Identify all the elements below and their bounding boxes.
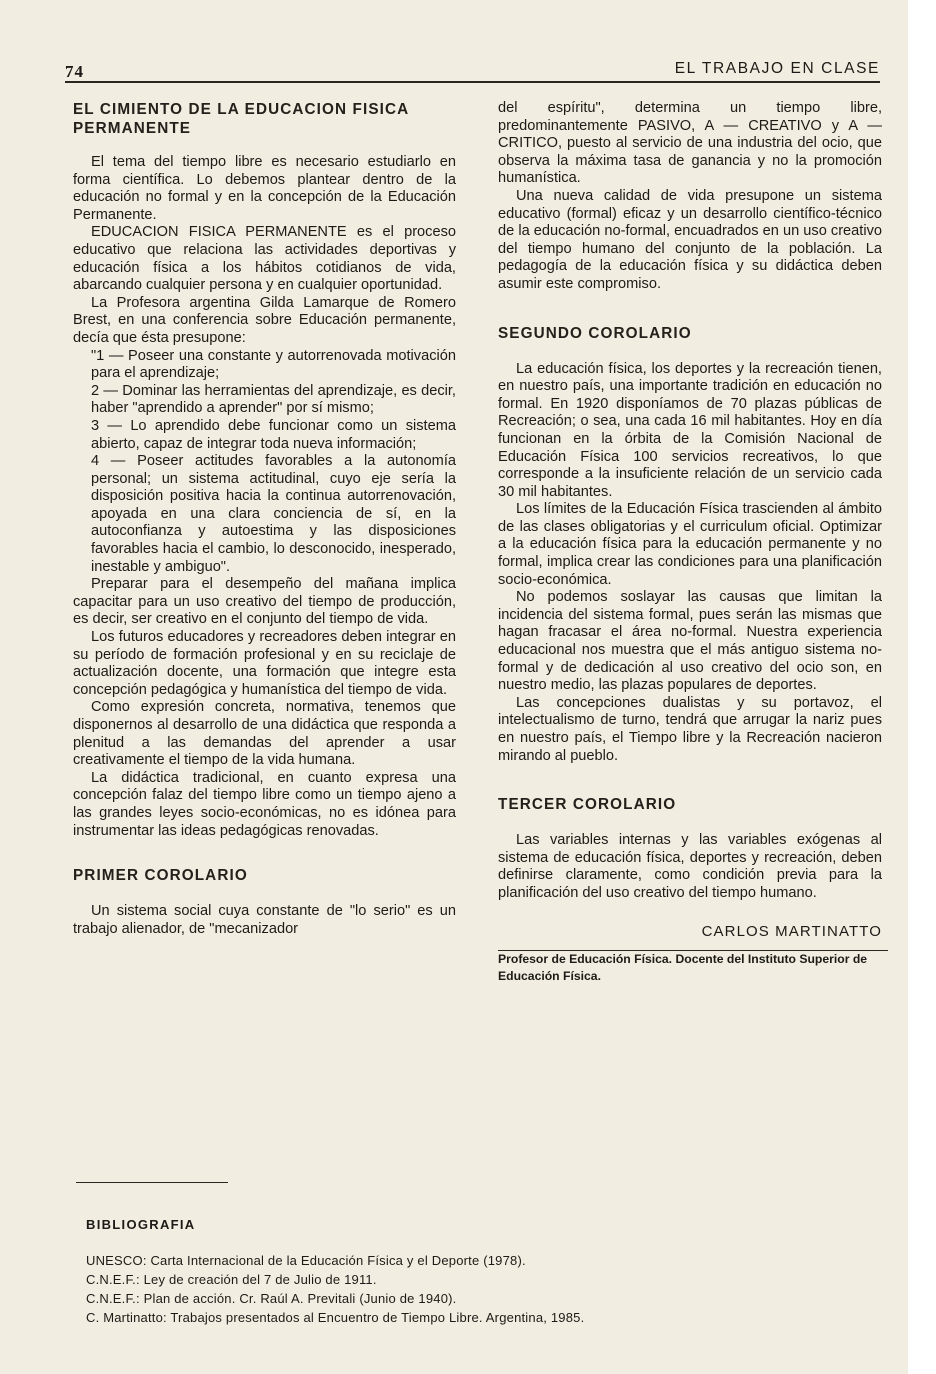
footnote-rule bbox=[76, 1182, 228, 1183]
list-item: 4 — Poseer actitudes favorables a la autonomía personal; un sistema actitudinal, cuyo eje sería la disposición positiva hacia la continua autorrenovación, apoyada en una clara conciencia de sí, en la autoconfianza y autoestima y las disposiciones favorables hacia el cambio, lo desconocido, inesperado, inestable y ambiguo". bbox=[91, 453, 456, 575]
page-number: 74 bbox=[65, 62, 84, 81]
page-header bbox=[65, 60, 880, 82]
list-item: "1 — Poseer una constante y autorrenovada motivación para el aprendizaje; bbox=[91, 347, 456, 382]
paragraph: El tema del tiempo libre es necesario estudiarlo en forma científica. Lo debemos plantear dentro de la educación no formal y en la concepción de la Educación Permanente. bbox=[73, 154, 456, 223]
running-title: EL TRABAJO EN CLASE bbox=[674, 60, 880, 77]
bibliography-list bbox=[86, 1251, 584, 1327]
bibliography-item: C.N.E.F.: Plan de acción. Cr. Raúl A. Previtali (Junio de 1940). bbox=[86, 1291, 457, 1306]
section-heading-tercer-corolario: TERCER COROLARIO bbox=[498, 796, 677, 814]
bibliography-item: C.N.E.F.: Ley de creación del 7 de Julio de 1911. bbox=[86, 1272, 377, 1287]
list-item: 3 — Lo aprendido debe funcionar como un sistema abierto, capaz de integrar toda nueva información; bbox=[91, 417, 456, 452]
paragraph: La didáctica tradicional, en cuanto expresa una concepción falaz del tiempo libre como un tiempo ajeno a las grandes leyes socio-económicas, no es idónea para instrumentar las ideas pedagógicas renovadas. bbox=[73, 769, 456, 839]
paragraph: Una nueva calidad de vida presupone un sistema educativo (formal) eficaz y un desarrollo científico-técnico de la educación no-formal, encuadrados en un uso creativo del tiempo humano del conjunto de la población. La pedagogía de la educación física y su didáctica deben asumir este compromiso. bbox=[498, 187, 882, 292]
paragraph: No podemos soslayar las causas que limitan la incidencia del sistema formal, pues serán las mismas que hagan fracasar el área no-formal. Nuestra experiencia educacional nos muestra que el más antiguo sistema no-formal y de dedicación al uso creativo del ocio son, en nuestro medio, las plazas populares de deportes. bbox=[498, 589, 882, 694]
right-column bbox=[498, 100, 882, 985]
paragraph: La Profesora argentina Gilda Lamarque de Romero Brest, en una conferencia sobre Educación permanente, decía que ésta presupone: bbox=[73, 294, 456, 346]
paragraph: Preparar para el desempeño del mañana implica capacitar para un uso creativo del tiempo de producción, es decir, ser creativo en el conjunto del tiempo de vida. bbox=[73, 576, 456, 628]
paragraph: Un sistema social cuya constante de "lo serio" es un trabajo alienador, de "mecanizador bbox=[73, 903, 456, 937]
author-note: Profesor de Educación Física. Docente del Instituto Superior de Educación Física. bbox=[498, 952, 868, 984]
author-name: CARLOS MARTINATTO bbox=[701, 922, 882, 940]
paragraph: Las concepciones dualistas y su portavoz, el intelectualismo de turno, tendrá que arrugar la nariz pues en nuestro país, el Tiempo libre y la Recreación nacieron mirando al pueblo. bbox=[498, 694, 882, 764]
paragraph: del espíritu", determina un tiempo libre, predominantemente PASIVO, A — CREATIVO y A — CRITICO, puesto al servicio de una industria del ocio, que observa la máxima tasa de ganancia y no la promoción humanística. bbox=[498, 100, 882, 187]
bibliography-item: C. Martinatto: Trabajos presentados al Encuentro de Tiempo Libre. Argentina, 1985. bbox=[86, 1310, 585, 1325]
page-edge bbox=[908, 0, 936, 1374]
section-heading-segundo-corolario: SEGUNDO COROLARIO bbox=[498, 324, 692, 342]
section-heading-primer-corolario: PRIMER COROLARIO bbox=[73, 867, 248, 885]
paragraph: La educación física, los deportes y la recreación tienen, en nuestro país, una importante tradición en educación no formal. En 1920 disponíamos de 70 plazas públicas de Recreación; o sea, una cada 16 mil habitantes. Hoy en día funcionan en la órbita de la Comisión Nacional de Educación Física 100 servicios recreativos, lo que corresponde a la insuficiente relación de un servicio cada 30 mil habitantes. bbox=[498, 360, 882, 500]
left-column bbox=[73, 100, 456, 938]
header-rule bbox=[65, 81, 880, 83]
paragraph: Los futuros educadores y recreadores deben integrar en su período de formación profesional y en su reciclaje de actualización docente, una formación que integre esta concepción pedagógica y humanística del tiempo de vida. bbox=[73, 629, 456, 698]
paragraph: EDUCACION FISICA PERMANENTE es el proceso educativo que relaciona las actividades deportivas y educación física a los hábitos cotidianos de vida, abarcando cualquier persona y en cualquier oportunidad. bbox=[73, 224, 456, 294]
paragraph: Como expresión concreta, normativa, tenemos que disponernos al desarrollo de una didáctica que responda a plenitud a las demandas del aprender a usar creativamente el tiempo de la vida humana. bbox=[73, 699, 456, 769]
paragraph: Los límites de la Educación Física trascienden al ámbito de las clases obligatorias y el curriculum oficial. Optimizar a la educación física para la educación permanente y no formal, implica crear las condiciones para una planificación socio-económica. bbox=[498, 501, 882, 588]
paragraph: Las variables internas y las variables exógenas al sistema de educación física, deportes y recreación, deben definirse claramente, como condición previa para la planificación del uso creativo del tiempo humano. bbox=[498, 832, 882, 901]
article-title: EL CIMIENTO DE LA EDUCACION FISICA PERMANENTE bbox=[73, 101, 409, 137]
bibliography-heading: BIBLIOGRAFIA bbox=[86, 1217, 196, 1232]
list-item: 2 — Dominar las herramientas del aprendizaje, es decir, haber "aprendido a aprender" por sí mismo; bbox=[91, 382, 456, 417]
bibliography-item: UNESCO: Carta Internacional de la Educación Física y el Deporte (1978). bbox=[86, 1253, 526, 1268]
